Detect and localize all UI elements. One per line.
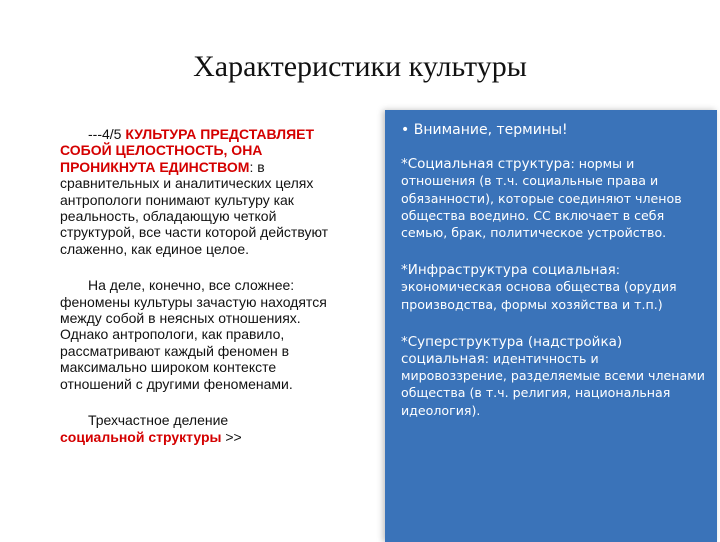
- p3-suffix: >>: [221, 428, 242, 445]
- slide-title: Характеристики культуры: [193, 50, 527, 83]
- p1-rest: : в сравнительных и аналитических целях антропологи понимают культуру как реальность, обладающую четкой структурой, все части которой действуют слаженно, как единое целое.: [60, 158, 329, 257]
- terms-panel-content: [401, 122, 707, 420]
- p1-prefix: ---4/5: [88, 126, 126, 142]
- terms-header: • Внимание, термины!: [401, 122, 568, 138]
- p2-text: На деле, конечно, все сложнее: феномены культуры зачастую находятся между собой в неясных отношениях. Однако антропологи, как правило, рассматривают каждый феномен в максимально широком контексте отношений с другими феноменами.: [60, 277, 327, 392]
- term-definition: : экономическая основа общества (орудия производства, формы хозяйства и т.п.): [401, 262, 677, 312]
- p3-highlight: социальной структуры: [60, 428, 222, 445]
- p3-prefix: Трехчастное деление: [88, 412, 229, 429]
- term-social-structure: [401, 156, 707, 242]
- term-definition: : нормы и отношения (в т.ч. социальные права и обязанности), которые соединяют членов общества воедино. СС включает в себя семью, брак, политическое устройство.: [401, 156, 682, 241]
- term-label: *Суперструктура (надстройка) социальная: [401, 333, 623, 368]
- left-text-column: [60, 126, 348, 445]
- term-social-infrastructure: [401, 262, 707, 314]
- term-label: *Социальная структура: [401, 156, 571, 173]
- paragraph-complexity: [60, 277, 348, 392]
- terms-panel: [385, 110, 717, 542]
- p1-highlight: КУЛЬТУРА ПРЕДСТАВЛЯЕТ СОБОЙ ЦЕЛОСТНОСТЬ, ОНА ПРОНИКНУТА ЕДИНСТВОМ: [60, 126, 315, 175]
- paragraph-tripartite: [60, 412, 348, 445]
- term-label: *Инфраструктура социальная: [401, 262, 616, 279]
- term-definition: : идентичность и мировоззрение, разделяемые всеми членами общества (в т.ч. религия, национальная идеология).: [401, 351, 705, 418]
- term-social-superstructure: [401, 334, 707, 420]
- paragraph-culture-integrity: [60, 126, 348, 257]
